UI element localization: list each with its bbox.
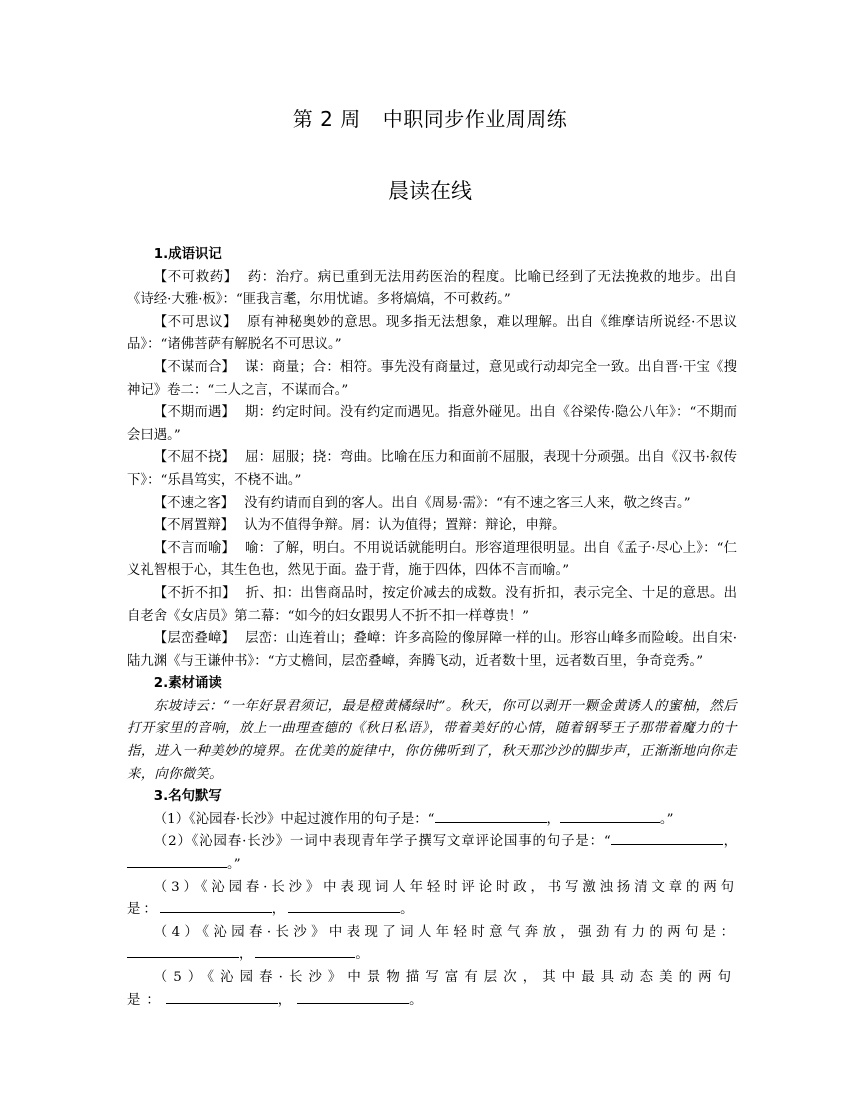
quote-prompt: （5）《沁园春·长沙》中景物描写富有层次，其中最具动态美的两句是： — [127, 970, 737, 1008]
idiom-definition: 折、扣：出售商品时，按定价减去的成数。没有折扣，表示完全、十足的意思。出自老舍《女店员》第二幕：“如今的妇女跟男人不折不扣一样尊贵！” — [127, 585, 738, 624]
blank-suffix: 。 — [400, 902, 417, 918]
answer-blank[interactable] — [288, 900, 400, 913]
idiom-definition: 谋：商量；合：相符。事先没有商量过，意见或行动却完全一致。出自晋·干宝《搜神记》卷二：“二人之言，不谋而合。” — [127, 359, 737, 398]
idiom-entry — [127, 493, 737, 516]
quote-question — [127, 967, 737, 1012]
idiom-term: 【不谋而合】 — [153, 359, 236, 375]
answer-blank[interactable] — [127, 945, 239, 958]
idiom-entry — [127, 583, 737, 628]
idiom-term: 【不屑置辩】 — [153, 518, 235, 534]
blank-separator: ， — [271, 902, 289, 918]
idiom-entry — [127, 357, 737, 402]
section-heading-idioms: 1.成语识记 — [153, 247, 222, 262]
idiom-definition: 层峦：山连着山；叠嶂：许多高险的像屏障一样的山。形容山峰多而险峻。出自宋·陆九渊《与王谦仲书》：“方丈檐间，层峦叠嶂，奔腾飞动，近者数十里，远者数百里，争奇竞秀。” — [127, 631, 737, 669]
blank-separator: ， — [546, 811, 560, 827]
idiom-entry — [127, 538, 737, 583]
blank-suffix: 。 — [355, 947, 372, 963]
idiom-term: 【不速之客】 — [153, 495, 235, 511]
idiom-definition: 期：约定时间。没有约定而遇见。指意外碰见。出自《谷梁传·隐公八年》：“不期而会曰遇。” — [127, 405, 738, 443]
idiom-term: 【不言而喻】 — [153, 540, 236, 556]
idiom-term: 【不折不扣】 — [153, 585, 236, 601]
idiom-term: 【层峦叠嶂】 — [153, 631, 236, 647]
idiom-entry — [127, 447, 737, 492]
blank-suffix: 。” — [659, 811, 674, 827]
quote-question — [127, 877, 737, 922]
blank-separator: ， — [239, 947, 256, 963]
idiom-definition: 认为不值得争辩。屑：认为值得；置辩：辩论，申辩。 — [244, 518, 566, 534]
quote-prompt: （4）《沁园春·长沙》中表现了词人年轻时意气奔放，强劲有力的两句是： — [153, 924, 737, 940]
answer-blank[interactable] — [560, 810, 660, 823]
idiom-definition: 原有神秘奥妙的意思。现多指无法想象，难以理解。出自《维摩诘所说经·不思议品》：“诸佛菩萨有解脱名不可思议。” — [127, 314, 737, 353]
answer-blank[interactable] — [166, 991, 278, 1004]
idiom-term: 【不可救药】 — [153, 269, 238, 285]
idiom-entry — [127, 515, 737, 538]
idiom-term: 【不可思议】 — [153, 314, 238, 330]
quote-question — [127, 922, 737, 967]
idiom-entry — [127, 312, 737, 357]
quote-prompt: （2）《沁园春·长沙》一词中表现青年学子撰写文章评论国事的句子是：“ — [153, 834, 611, 850]
idiom-definition: 喻：了解，明白。不用说话就能明白。形容道理很明显。出自《孟子·尽心上》：“仁义礼智根于心，其生色也，然见于面。盎于背，施于四体，四体不言而喻。” — [127, 540, 738, 579]
answer-blank[interactable] — [297, 991, 409, 1004]
answer-blank[interactable] — [160, 900, 272, 913]
blank-separator: ， — [722, 834, 738, 850]
blank-separator: ， — [277, 992, 298, 1008]
idiom-term: 【不期而遇】 — [153, 405, 236, 421]
answer-blank[interactable] — [435, 810, 547, 823]
reading-passage: 东坡诗云：“一年好景君须记，最是橙黄橘绿时”。秋天，你可以剥开一颗金黄诱人的蜜柚，然后打开家里的音响，放上一曲理查德的《秋日私语》，带着美好的心情，随着钢琴王子那带着魔力的十指，进入一种美妙的境界。在优美的旋律中，你仿佛听到了，秋天那沙沙的脚步声，正渐渐地向你走来，向你微笑。 — [127, 698, 737, 782]
idiom-entry — [127, 628, 737, 673]
idiom-entry — [127, 267, 737, 312]
idiom-term: 【不屈不挠】 — [153, 450, 236, 466]
blank-suffix: 。” — [227, 857, 241, 873]
title-text: 中职同步作业周周练 — [382, 107, 568, 131]
idiom-entry — [127, 402, 737, 447]
idiom-definition: 药：治疗。病已重到无法用药医治的程度。比喻已经到了无法挽救的地步。出自《诗经·大雅·板》：“匪我言耄，尔用忧谑。多将熇熇，不可救药。” — [127, 269, 738, 308]
quote-prompt: （3）《沁园春·长沙》中表现词人年轻时评论时政，书写激浊扬清文章的两句是： — [127, 879, 737, 918]
page-title — [0, 103, 860, 132]
idiom-definition: 没有约请而自到的客人。出自《周易·需》：“有不速之客三人来，敬之终吉。” — [244, 495, 691, 511]
idiom-definition: 屈：屈服；挠：弯曲。比喻在压力和面前不屈服，表现十分顽强。出自《汉书·叙传下》：“乐昌笃实，不桡不诎。” — [127, 450, 737, 488]
answer-blank[interactable] — [611, 832, 723, 845]
week-label: 第 2 周 — [292, 107, 361, 131]
document-body — [127, 244, 737, 1012]
blank-suffix: 。 — [409, 992, 429, 1008]
quote-question — [127, 809, 737, 832]
answer-blank[interactable] — [127, 855, 227, 868]
page-subtitle: 晨读在线 — [388, 179, 472, 203]
quote-prompt: （1）《沁园春·长沙》中起过渡作用的句子是：“ — [153, 811, 435, 827]
quote-question — [127, 831, 737, 876]
section-heading-reading: 2.素材诵读 — [153, 676, 222, 692]
answer-blank[interactable] — [255, 945, 355, 958]
section-heading-quotes: 3.名句默写 — [153, 789, 222, 805]
